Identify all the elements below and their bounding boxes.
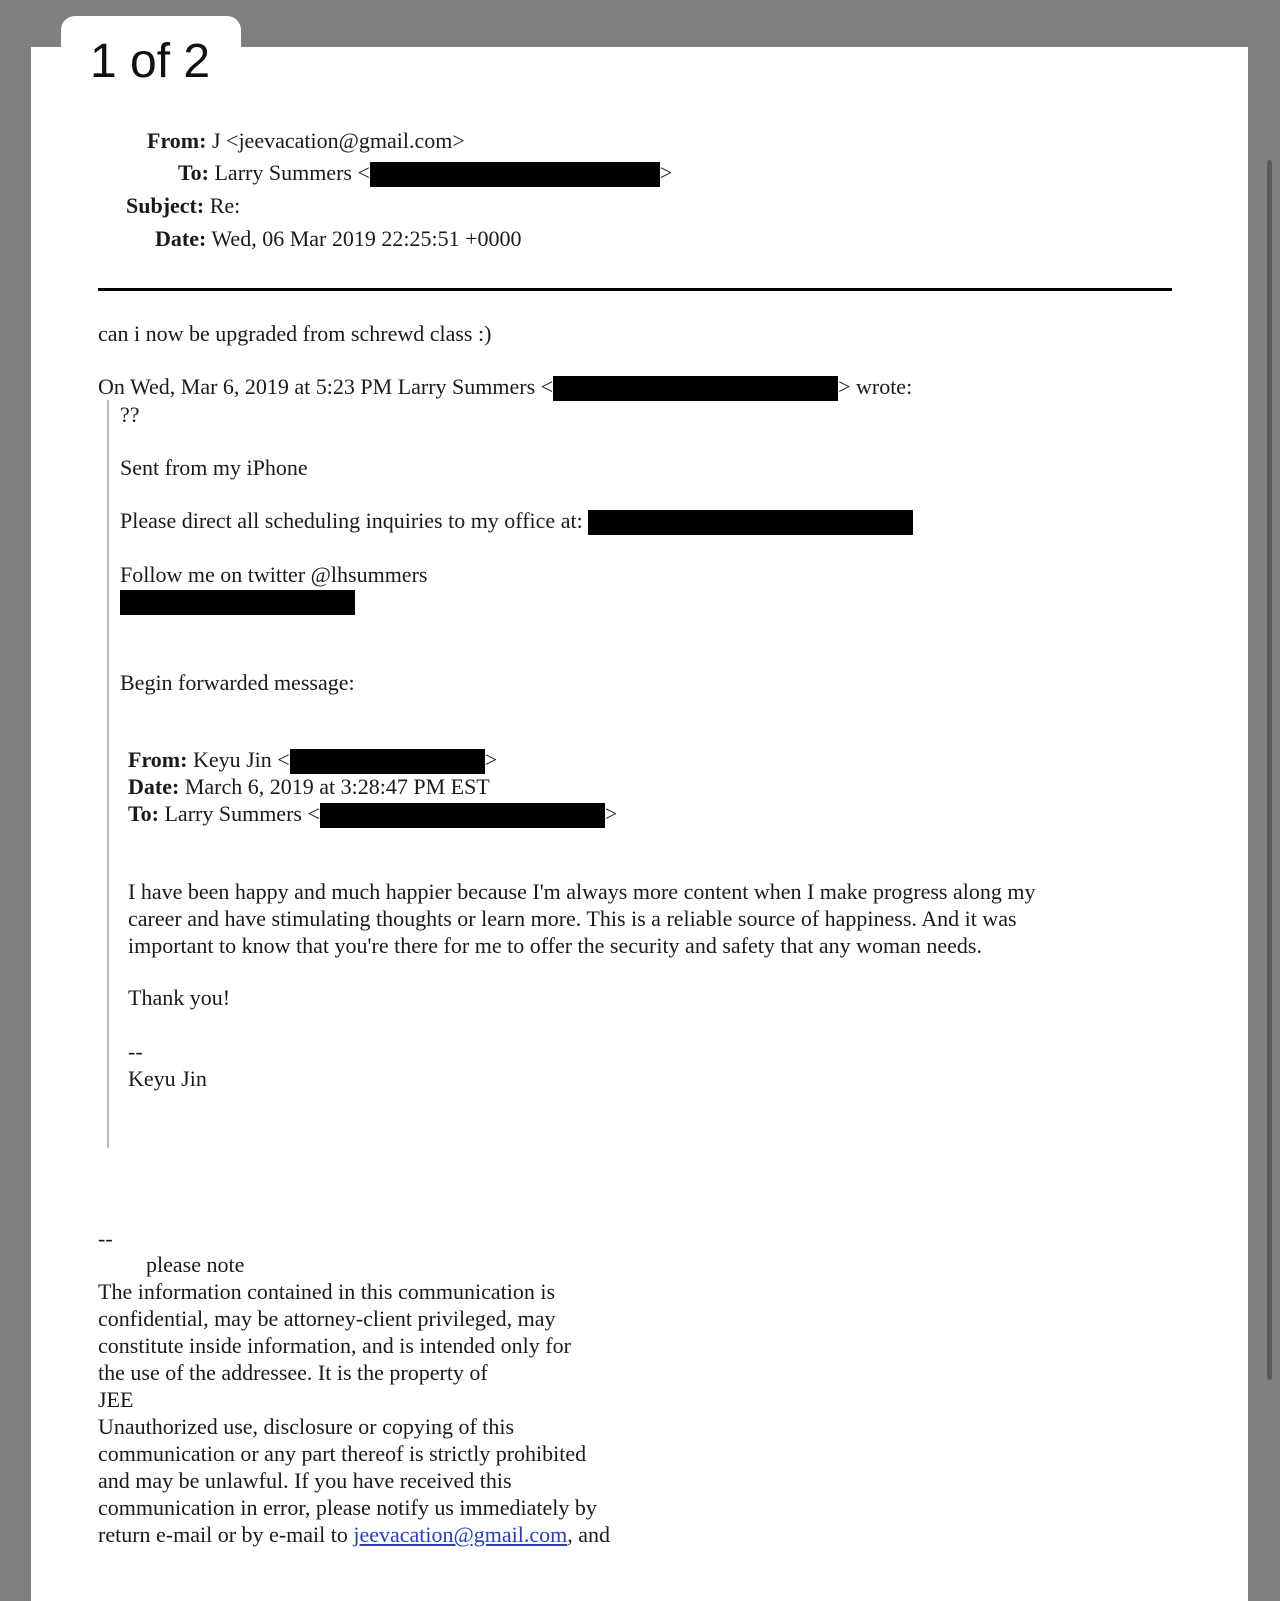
fwd-to-value: Larry Summers < xyxy=(164,801,320,826)
quoted-scheduling xyxy=(120,508,913,535)
footer-line: The information contained in this communication is xyxy=(98,1279,556,1304)
footer-line: Unauthorized use, disclosure or copying of this xyxy=(98,1414,515,1439)
scheduling-text: Please direct all scheduling inquiries to my office at: xyxy=(120,508,583,533)
from-label: From: xyxy=(147,128,207,153)
footer-line: confidential, may be attorney-client privileged, may xyxy=(98,1306,556,1331)
date-label: Date: xyxy=(155,226,207,251)
footer-line: constitute inside information, and is intended only for xyxy=(98,1333,571,1358)
header-divider xyxy=(98,288,1172,291)
redaction-box xyxy=(553,376,838,401)
header-date xyxy=(155,226,521,252)
from-value: J <jeevacation@gmail.com> xyxy=(211,128,465,153)
footer-note-title: please note xyxy=(146,1252,245,1277)
quote-intro-start: On Wed, Mar 6, 2019 at 5:23 PM Larry Summers < xyxy=(98,374,554,399)
redaction-box xyxy=(290,749,485,774)
fwd-from-label: From: xyxy=(128,747,188,772)
email-link[interactable]: jeevacation@gmail.com xyxy=(353,1522,568,1547)
fwd-from-bracket: > xyxy=(484,747,498,772)
footer-dash: -- xyxy=(98,1226,113,1251)
to-bracket: > xyxy=(659,160,673,185)
fwd-to xyxy=(128,801,617,828)
fwd-date-label: Date: xyxy=(128,774,180,799)
footer-line: communication or any part thereof is strictly prohibited xyxy=(98,1441,587,1466)
message-line: career and have stimulating thoughts or learn more. This is a reliable source of happiness. And it was xyxy=(128,906,1017,931)
scrollbar[interactable] xyxy=(1267,160,1272,1380)
quoted-question: ?? xyxy=(120,402,140,427)
quote-intro-end: > wrote: xyxy=(838,374,913,399)
redaction-box xyxy=(120,590,355,615)
fwd-date-value: March 6, 2019 at 3:28:47 PM EST xyxy=(184,774,490,799)
reply-text: can i now be upgraded from schrewd class :) xyxy=(98,321,492,346)
date-value: Wed, 06 Mar 2019 22:25:51 +0000 xyxy=(211,226,522,251)
footer-last-line xyxy=(98,1522,610,1548)
to-label: To: xyxy=(178,160,209,185)
header-subject xyxy=(126,193,240,219)
fwd-to-label: To: xyxy=(128,801,159,826)
signature-dash: -- xyxy=(128,1039,143,1064)
header-to xyxy=(178,160,672,187)
footer-last-end: , and xyxy=(567,1522,611,1547)
page-counter: 1 of 2 xyxy=(90,35,211,88)
footer-line: the use of the addressee. It is the property of xyxy=(98,1360,488,1385)
quoted-sent-from: Sent from my iPhone xyxy=(120,455,308,480)
redaction-box xyxy=(320,803,605,828)
forward-header: Begin forwarded message: xyxy=(120,670,355,695)
to-value: Larry Summers < xyxy=(214,160,370,185)
quoted-twitter: Follow me on twitter @lhsummers xyxy=(120,562,428,587)
footer-line: communication in error, please notify us immediately by xyxy=(98,1495,597,1520)
header-from xyxy=(147,128,465,154)
message-line: I have been happy and much happier because I'm always more content when I make progress along my xyxy=(128,879,1036,904)
fwd-from xyxy=(128,747,497,774)
fwd-from-value: Keyu Jin < xyxy=(192,747,290,772)
quote-intro xyxy=(98,374,912,401)
subject-label: Subject: xyxy=(126,193,205,218)
subject-value: Re: xyxy=(209,193,241,218)
signature-name: Keyu Jin xyxy=(128,1066,207,1091)
fwd-date xyxy=(128,774,490,800)
redaction-box xyxy=(588,510,913,535)
footer-line: and may be unlawful. If you have received this xyxy=(98,1468,512,1493)
fwd-to-bracket: > xyxy=(604,801,618,826)
redaction-box xyxy=(370,162,660,187)
footer-line: JEE xyxy=(98,1387,134,1412)
message-line: important to know that you're there for me to offer the security and safety that any woman needs. xyxy=(128,933,982,958)
footer-last-start: return e-mail or by e-mail to xyxy=(98,1522,354,1547)
message-thanks: Thank you! xyxy=(128,985,231,1010)
quote-bar xyxy=(107,400,109,1148)
